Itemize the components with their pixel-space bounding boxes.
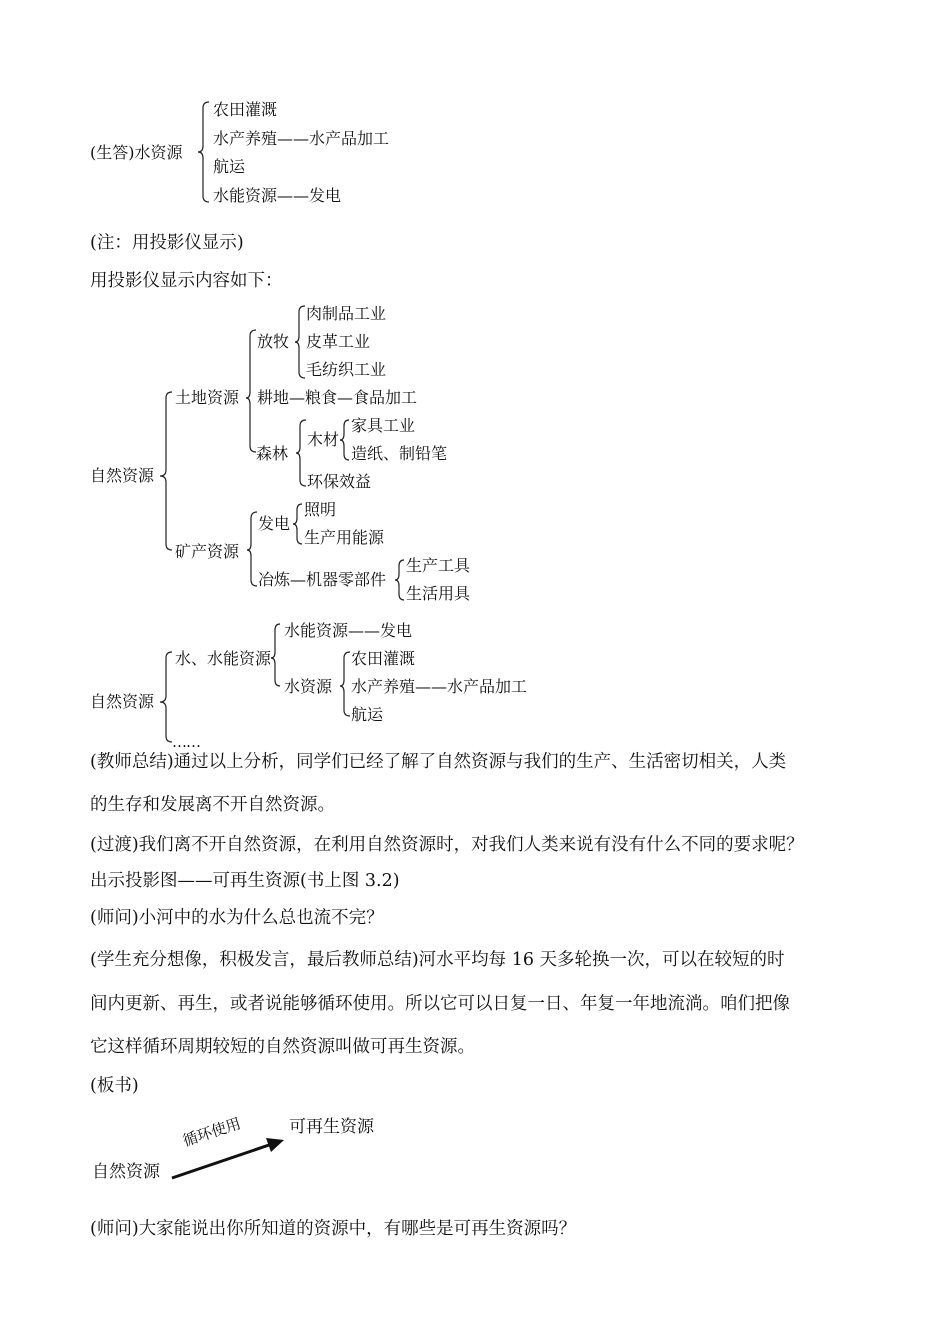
tree1-item: 水产养殖——水产品加工 — [213, 129, 390, 148]
answer-line: 间内更新、再生，或者说能够循环使用。所以它可以日复一日、年复一年地流淌。咱们把像 — [90, 994, 790, 1014]
tree1-item: 农田灌溉 — [213, 100, 278, 119]
forest: 森林 — [256, 444, 289, 463]
grazing-item: 皮革工业 — [306, 332, 371, 351]
tree3-root: 自然资源 — [90, 692, 155, 711]
farmland: 耕地—粮食—食品加工 — [257, 388, 418, 407]
tree1-item: 水能资源——发电 — [213, 186, 342, 205]
board-arrow-label: 循环使用 — [180, 1114, 244, 1150]
smelting-item: 生活用具 — [406, 584, 471, 603]
tree2-root: 自然资源 — [90, 466, 155, 485]
board-to: 可再生资源 — [289, 1117, 374, 1137]
power-item: 照明 — [304, 500, 337, 519]
land-resource: 土地资源 — [175, 388, 240, 407]
water-item: 农田灌溉 — [351, 649, 416, 668]
hydro-power: 水能资源——发电 — [284, 621, 413, 640]
transition-text: (过渡)我们离不开自然资源，在利用自然资源时，对我们人类来说有没有什么不同的要求呢？ — [90, 835, 804, 855]
intro-text: 用投影仪显示内容如下： — [90, 271, 283, 291]
board-label: (板书) — [90, 1076, 139, 1096]
question-text: (师问)大家能说出你所知道的资源中，有哪些是可再生资源吗？ — [90, 1219, 577, 1239]
smelting-item: 生产工具 — [406, 556, 471, 575]
answer-line: 它这样循环周期较短的自然资源叫做可再生资源。 — [90, 1037, 475, 1057]
tree1-item: 航运 — [213, 157, 246, 176]
summary-line: 的生存和发展离不开自然资源。 — [90, 795, 335, 815]
grazing-item: 毛纺织工业 — [306, 360, 387, 379]
smelting: 冶炼—机器零部件 — [258, 570, 387, 589]
question-text: (师问)小河中的水为什么总也流不完？ — [90, 908, 384, 928]
grazing: 放牧 — [257, 332, 290, 351]
eco-benefit: 环保效益 — [307, 472, 372, 491]
water-resource: 水资源 — [284, 677, 333, 696]
timber: 木材 — [307, 430, 340, 449]
answer-line: (学生充分想像，积极发言，最后教师总结)河水平均每 16 天多轮换一次，可以在较短的时 — [90, 950, 785, 970]
mineral-resource: 矿产资源 — [175, 542, 240, 561]
water-item: 水产养殖——水产品加工 — [351, 677, 528, 696]
summary-line: (教师总结)通过以上分析，同学们已经了解了自然资源与我们的生产、生活密切相关，人类 — [90, 752, 787, 772]
grazing-item: 肉制品工业 — [306, 304, 387, 323]
timber-item: 家具工业 — [351, 416, 416, 435]
show-figure-text: 出示投影图——可再生资源(书上图 3.2) — [90, 871, 400, 891]
water-energy: 水、水能资源 — [175, 649, 272, 668]
power-item: 生产用能源 — [304, 528, 385, 547]
power-generation: 发电 — [258, 514, 291, 533]
tree1-root: (生答)水资源 — [90, 143, 183, 162]
board-from: 自然资源 — [92, 1162, 160, 1182]
timber-item: 造纸、制铅笔 — [351, 444, 448, 463]
ellipsis: …… — [172, 733, 200, 751]
note-text: (注：用投影仪显示) — [90, 233, 244, 253]
water-item: 航运 — [351, 705, 384, 724]
